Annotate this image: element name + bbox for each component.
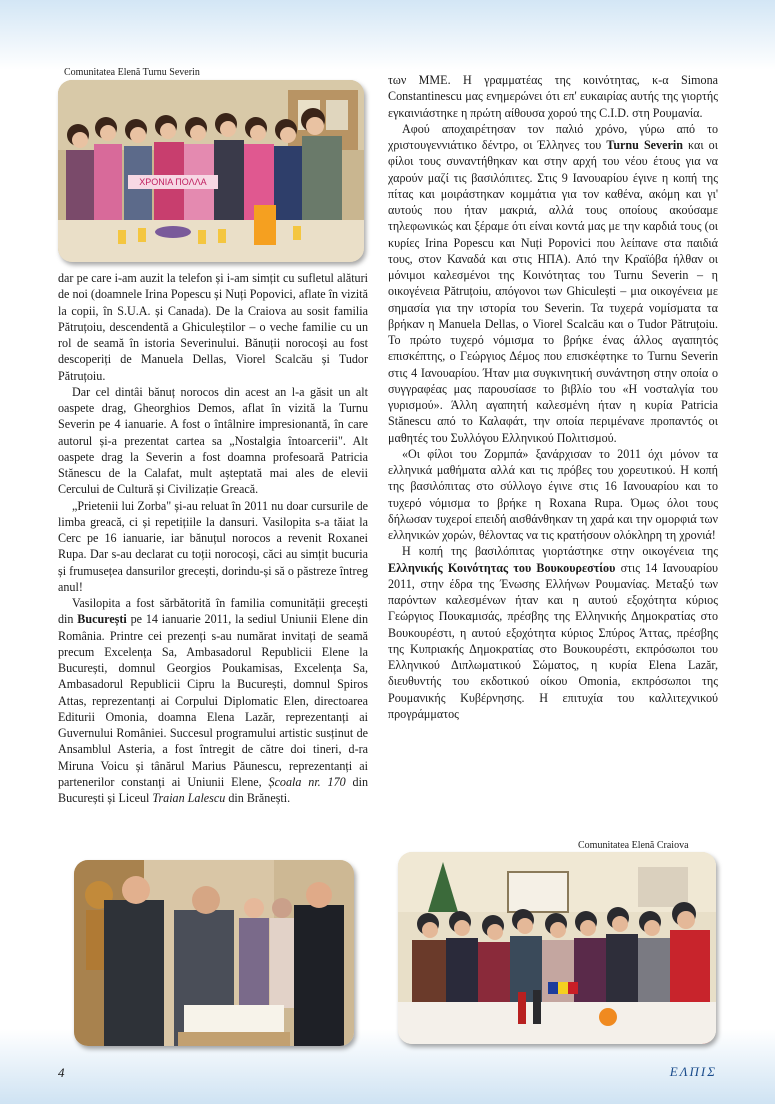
left-paragraph-4 — [58, 595, 368, 806]
page-number: 4 — [58, 1065, 65, 1080]
right-paragraph-4 — [388, 543, 718, 722]
photo-turnu-severin — [58, 80, 364, 262]
text-run: din București și Liceul — [58, 774, 368, 805]
left-column — [58, 270, 368, 806]
text-run-bold: Turnu Severin — [606, 138, 683, 152]
text-run-italic: Traian Lalescu — [152, 791, 226, 805]
text-run-bold: București — [77, 612, 127, 627]
right-paragraph-2 — [388, 121, 718, 446]
text-run: στις 14 Ιανουαρίου 2011, στην έδρα της Ένωσης Ελλήνων Ρουμανίας. Μεταξύ των παρόντων καλεσμένων ήταν και η αυτού εξοχότητα κύριος Γεώργιος Πουκαμισάς, πρέσβης της Ελληνικής Δημοκρατίας στο Βουκουρέστι, η αυτού εξοχότητα κύριος Σπύρος Άττας, πρέσβης της Κυπριακής Δημοκρατίας στο Βουκουρέστι, εκπρόσωποι του Ελληνικού Διπλωματικού Σώματος, η κυρία Elena Lazăr, διευθυντής του εκδοτικού οίκου Omonia, εκπρόσωποι της Ρουμανικής Κυβέρνησης. Η επιτυχία του καλλιτεχνικού προγράμματος — [388, 560, 718, 721]
text-run: και οι φίλοι τους συναντήθηκαν και στην αρχή του νέου έτους για να χαρούν μαζί τις βασιλόπιτες. Στις 9 Ιανουαρίου έγινε η κοπή της πίτας και μοιράστηκαν κομμάτια για τον καθένα, ακόμη και γι' αυτούς που ήταν μακριά, αλλά τους οποίους ακούσαμε τηλεφωνικώς και ξέραμε ότι είναι κοντά μας με την καρδιά τους (οι κυρίες Irina Popescu και Nuți Popovici που λείπανε στα παιδιά τους, στον Καναδά και στις ΗΠΑ). Από την Κραϊόβα ήλθαν οι μόνιμοι καλεσμένοι της Κοινότητας του Turnu Severin – η οικογένεια Pătruțoiu, απόγονοι των Ghiculești – μια οικογένεια με σημασία για την ιστορία του Severin. Τα τυχερά νομίσματα τα βρήκαν η Manuela Dellas, ο Viorel Scalcău και ο Tudor Pătruțoiu. Το πρώτο τυχερό νόμισμα το βρήκε ένας άλλος αγαπητός επισκέπτης, ο Γεώργιος Δέμος που επισκέφτηκε το Turnu Severin στις 4 Ιανουαρίου. Ήταν μια συγκινητική συνάντηση στην οποία ο συγγραφέας μας παρουσίασε το βιβλίο του «Η νοσταλγία του γυρισμού». Άλλη αγαπητή καλεσμένη ήταν η κυρία Patricia Stănescu από το Καλαφάτ, την οποία περιμένανε προπαντός οι μαθητές του Συλλόγου Ελληνικού Πολιτισμού. — [388, 138, 718, 445]
left-paragraph-1: dar pe care i-am auzit la telefon și i-am simțit cu sufletul alături de noi (doamnele Irina Popescu și Nuți Popovici, aflate în vizită la copii, în S.U.A. și Canada). De la Craiova au sosit familia Pătruțoiu, descendentă a Ghiculeștilor – o veche familie cu un rol de seamă în istoria Severinului. Bănuții norocoși au fost descoperiți de Manuela Dellas, Viorel Scalcău și Tudor Pătruțoiu. — [58, 271, 368, 383]
text-run: pe 14 ianuarie 2011, la sediul Uniunii Elene din România. Printre cei prezenți s-au numărat invitați de seamă precum Excelența Sa, Ambasadorul Republicii Elene la București, domnul Georgios Poukamisas, Excelența Sa, Ambasadorul Republicii Cipru la București, domnul Spiros Attas, reprezentanți ai Corpului Diplomatic Elen, directoarea Editurii Omonia, doamna Elena Lazăr, reprezentanți ai Guvernului României. Succesul programului artistic susținut de Ansamblul Asteria, a fost întregit de către doi tineri, d-ra Miruna Voicu și tânărul Marius Păunescu, reprezentanți ai partenerilor constanți ai Uniunii Elene, — [58, 612, 368, 789]
photo-caption-turnu-severin: Comunitatea Elenă Turnu Severin — [64, 67, 200, 78]
header-gradient — [0, 0, 775, 70]
text-run: din Brănești. — [225, 791, 291, 805]
left-paragraph-3: „Prietenii lui Zorba" și-au reluat în 2011 nu doar cursurile de limba greacă, ci și repetițiile la dansuri. Vasilopita s-a tăiat la Cerc pe 16 ianuarie, iar bănuțul norocos a revenit Roxanei Rupa. Dar s-au declarat cu toții norocoși, căci au simțit bucuria și frumusețea dansurilor grecești, dorindu-și să o păstreze întreg anul! — [58, 498, 368, 594]
right-column — [388, 72, 718, 722]
text-run-italic: Școala nr. 170 — [268, 774, 346, 789]
text-run: Η κοπή της βασιλόπιτας γιορτάστηκε στην οικογένεια της — [402, 544, 718, 559]
photo-sign-text: ΧΡΟΝΙΑ ΠΟΛΛΑ — [139, 177, 207, 187]
text-run: Vasilopita a fost sărbătorită în familia comunității grecești din — [58, 596, 368, 627]
text-run: Αφού αποχαιρέτησαν τον παλιό χρόνο, γύρω από το χριστουγεννιάτικο δέντρο, οι Έλληνες του — [388, 121, 718, 152]
right-paragraph-1: των ΜΜΕ. Η γραμματέας της κοινότητας, κ-α Simona Constantinescu μας ενημερώνει ότι επ' ευκαιρίας αυτής της γιορτής εγκαινιάστηκε η πρώτη αίθουσα χορού της C.I.D. στη Ρουμανία. — [388, 73, 718, 120]
photo-caption-craiova: Comunitatea Elenă Craiova — [578, 840, 689, 851]
photo-bucharest-cake — [74, 860, 354, 1046]
right-paragraph-3: «Οι φίλοι του Ζορμπά» ξανάρχισαν το 2011 όχι μόνον τα ελληνικά μαθήματα αλλά και τις πρόβες του χορευτικού. Η κοπή της βασιλόπιτας στο σύλλογο έγινε στις 16 Ιανουαρίου και το τυχερό νόμισμα το βρήκε η Roxana Rupa. Όμως όλοι τους δήλωσαν τυχεροί επειδή αισθάνθηκαν τη χαρά και την ομορφιά των ελληνικών χορών, θέλοντας να τις κρατήσουν ολόκληρη τη χρονιά! — [388, 446, 718, 542]
left-paragraph-2: Dar cel dintâi bănuț norocos din acest an l-a găsit un alt oaspete drag, Gheorghios Demos, aflat în vizită la Turnu Severin pe 4 ianuarie. A fost o întâlnire impresionantă, în care autorul și-a prezentat cartea sa „Nostalgia întoarcerii". Alt oaspete drag la Severin a fost doamna profesoară Patricia Stănescu de la Calafat, mult așteptată mai ales de elevii Cercului de Cultură și Civilizație Greacă. — [58, 384, 368, 497]
photo-craiova — [398, 852, 716, 1044]
magazine-title: ΕΛΠΙΣ — [669, 1064, 717, 1079]
text-run-bold: Ελληνικής Κοινότητας του Βουκουρεστίου — [388, 560, 616, 575]
